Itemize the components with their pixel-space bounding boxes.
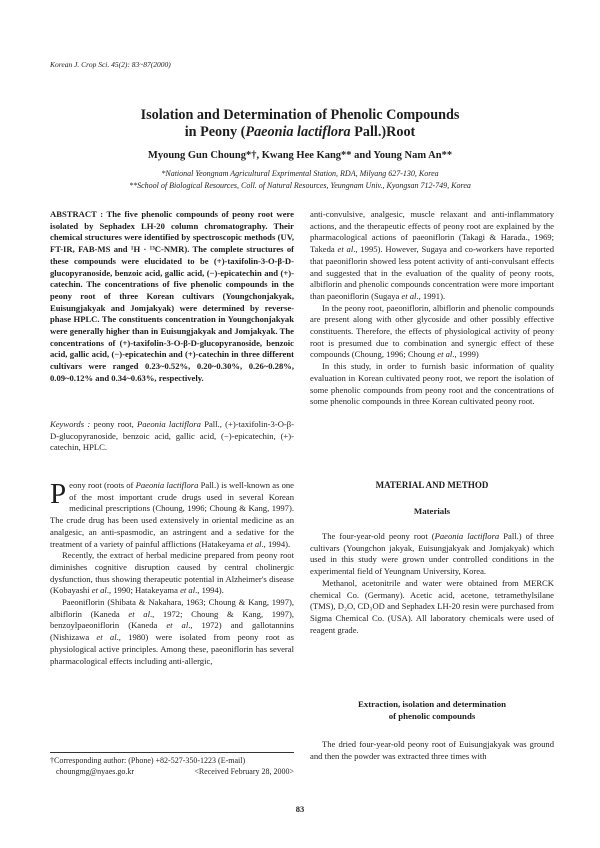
- introduction-left: [50, 480, 294, 667]
- affiliation-1: *National Yeongnam Agricultural Exprimental Station, RDA, Milyang 627-130, Korea: [161, 169, 439, 178]
- materials-paragraph-2: Methanol, acetonitrile and water were obtained from MERCK chemical Co. (Germany). Acetic acid, acetone, tetramethylsilane (TMS), D₂O, CD₃OD and Sephadex LH-20 resin were purchased from Sigma Chemical Co. (USA). All laboratory chemicals were used of reagent grade.: [310, 577, 554, 635]
- abstract: [50, 209, 294, 385]
- materials-paragraph-1: The four-year-old peony root (Paeonia lactiflora Pall.) of three cultivars (Youngchon jakyak, Euisungjakyak and Jomjakyak) which used in this study were grown under controlled conditions in the experimental field of Yeungnam University, Korea.: [310, 531, 554, 577]
- intro-paragraph-5: In the peony root, paeoniflorin, albiflorin and phenolic compounds are present along with other glycoside and other possibly effective constituents. Therefore, the effects of physiological activity of peony root is presumed due to combination and synergic effect of these compounds (Choung, 1996; Choung et al., 1999): [310, 302, 554, 360]
- abstract-text: The five phenolic compounds of peony root were isolated by Sephadex LH-20 column chromatography. Their chemical structures were identified by spectroscopic methods (UV, FT-IR, FAB-MS and ¹H · ¹³C-NMR). The complete structures of these compounds were elucidated to be (+)-taxifolin-3-O-β-D-glucopyranoside, benzoic acid, gallic acid, (−)-epicatechin and (+)-catechin. The concentrations of five phenolic compounds in the peony root of three Korean cultivars (Youngchonjakyak, Euisungjakyak and Jomjakyak) were determined by reverse-phase HPLC. The constituents concentration in Youngchonjakyak were generally higher than in Euisungjakyak and Jomjakyak. The concentrations of (+)-taxifolin-3-O-β-D-glucopyranoside, benzoic acid, gallic acid, (−)-epicatechin and (+)-catechin in three different cultivars were ranged 0.23~0.52%, 0.20~0.30%, 0.26~0.28%, 0.09~0.12% and 0.34~0.63%, respectively.: [50, 209, 294, 383]
- intro-paragraph-6: In this study, in order to furnish basic information of quality evaluation in Korean cultivated peony root, we report the isolation of some phenolic compounds from peony root and the concentrations of some phenolic compounds in three Korean cultivated peony root.: [310, 361, 554, 407]
- intro-paragraph-2: Recently, the extract of herbal medicine prepared from peony root diminishes cognitive disruption caused by central cholinergic dysfunction, thus showing therapeutic potential in Alzheimer's disease (Kobayashi et al., 1990; Hatakeyama et al., 1994).: [50, 550, 294, 596]
- intro-paragraph-4: anti-convulsive, analgesic, muscle relaxant and anti-inflammatory actions, and the therapeutic effects of peony root are explained by the pharmacological actions of paeoniflorin (Takagi & Harada., 1969; Takeda et al., 1995). However, Sugaya and co-workers have reported that paeoniflorin showed less potent activity of anti-convulsant effects and suggested that in the evaluation of the quality of peony roots, albiflorin and phenolic compounds concentration were more important than paeoniflorin (Sugaya et al., 1991).: [310, 209, 554, 301]
- paper-title: [0, 107, 600, 141]
- footnote-rule: [50, 752, 294, 753]
- section-heading-methods: MATERIAL AND METHOD: [375, 480, 489, 490]
- title-line-2: in Peony (Paeonia lactiflora Pall.)Root: [184, 124, 416, 140]
- title-line-1: Isolation and Determination of Phenolic Compounds: [140, 107, 460, 123]
- extraction-paragraph-1: The dried four-year-old peony root of Euisungjakyak was ground and then the powder was extracted three times with: [310, 739, 554, 761]
- subsection-extraction: Extraction, isolation and determination of phenolic compounds: [357, 699, 507, 721]
- extraction-text: [310, 739, 554, 762]
- materials-text: [310, 531, 554, 636]
- received-date: <Received February 28, 2000>: [194, 766, 294, 776]
- footnote-email: choungmg@nyaes.go.kr: [56, 766, 135, 776]
- abstract-label: ABSTRACT :: [50, 209, 107, 219]
- keywords-label: Keywords :: [50, 419, 94, 429]
- keywords: Keywords : peony root, Paeonia lactiflora Pall., (+)-taxifolin-3-O-β-D-glucopyranoside, benzoic acid, gallic acid, (−)-epicatechin, (+)-catechin, HPLC.: [50, 419, 295, 453]
- intro-paragraph-1: Peony root (roots of Paeonia lactiflora Pall.) is well-known as one of the most important crude drugs used in several Korean medicinal prescriptions (Choung, 1996; Choung & Kang, 1997). The crude drug has been used extensively in oriental medicine as an analgesic, an anti-spasmodic, an astringent and a sedative for the treatment of a variety of painful afflictions (Hatakeyama et al., 1994).: [50, 478, 294, 549]
- footnote-line-1: †Corresponding author: (Phone) +82-527-350-1223 (E-mail): [50, 756, 246, 765]
- subsection-materials: Materials: [413, 506, 451, 516]
- page-number: 83: [295, 804, 305, 814]
- journal-citation: Korean J. Crop Sci. 45(2): 83~87(2000): [50, 60, 171, 69]
- author-list: Myoung Gun Choung*†, Kwang Hee Kang** and Young Nam An**: [147, 150, 453, 161]
- drop-cap: P: [50, 478, 67, 510]
- footnote: [50, 756, 294, 777]
- introduction-right: [310, 209, 554, 408]
- intro-paragraph-3: Paeoniflorin (Shibata & Nakahara, 1963; Choung & Kang, 1997), albiflorin (Kaneda et al., 1972; Choung & Kang, 1997), benzoylpaeoniflorin (Kaneda et al., 1972) and gallotannins (Nishizawa et al., 1980) were isolated from peony root as physiological active principles. Among these, paeoniflorin has several pharmacological effects including anti-allergic,: [50, 597, 294, 666]
- affiliation-2: **School of Biological Resources, Coll. of Natural Resources, Yeungnam Univ., Kyongsan 712-749, Korea: [129, 181, 471, 190]
